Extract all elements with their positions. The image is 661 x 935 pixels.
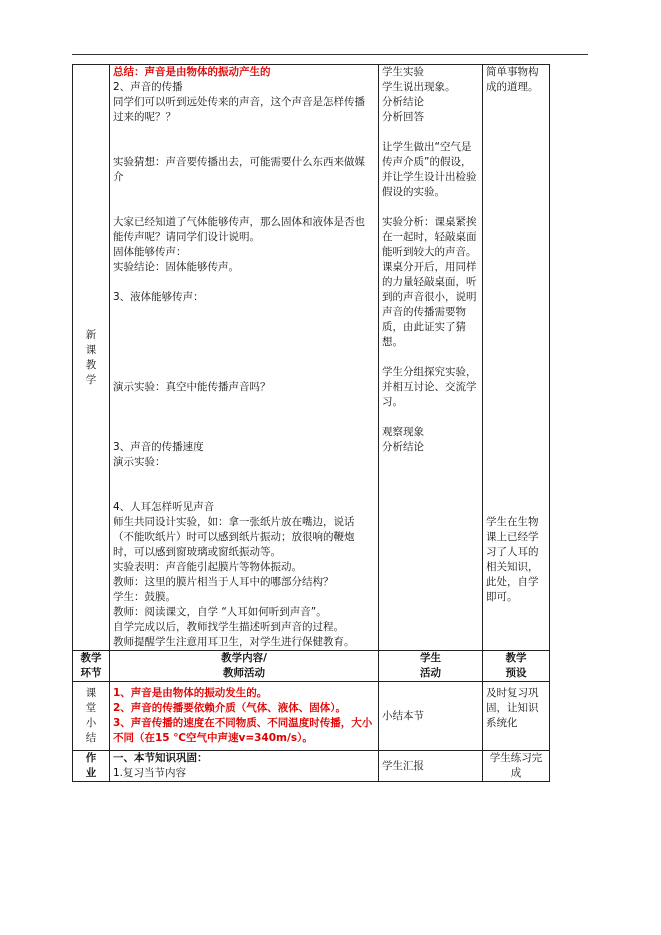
intent-content <box>486 65 546 605</box>
student-activity-line: 实验分析：课桌紧挨在一起时，轻敲桌面能听到较大的声音。课桌分开后，用同样的力量轻敲桌面，听到的声音很小，说明声音的传播需要物质，由此证实了猜想。 <box>382 216 477 348</box>
teacher-activity-spacer <box>113 185 375 215</box>
teacher-activity-line: 实验猜想：声音要传播出去，可能需要什么东西来做媒介 <box>113 156 365 183</box>
teacher-activity-line: 固体能够传声： <box>113 246 187 258</box>
summary-student-cell <box>379 682 483 751</box>
intent-line: 学生在生物课上已经学习了人耳的相关知识，此处，自学即可。 <box>486 516 539 603</box>
teacher-activity-line: 3、液体能够传声： <box>113 291 204 303</box>
homework-heading: 一、本节知识巩固： <box>113 752 208 764</box>
summary-point-3: 3、声音传播的速度在不同物质、不同温度时传播，大小不同（在15 ℃空气中声速v=340m/s）。 <box>113 717 373 744</box>
homework-content-cell <box>110 751 379 782</box>
student-activity-spacer <box>382 350 479 365</box>
stage-label-summary: 课 堂 小 结 <box>85 687 97 744</box>
teacher-activity-line: 实验结论：固体能够传声。 <box>113 261 239 273</box>
intent-spacer <box>486 320 546 395</box>
header-content <box>110 651 379 682</box>
student-activity-line: 学生分组探究实验，并相互讨论、交流学习。 <box>382 366 477 408</box>
summary-intent: 及时复习巩固，让知识系统化 <box>486 687 539 729</box>
student-activity-spacer <box>382 125 479 140</box>
summary-content-cell <box>110 682 379 751</box>
header-intent-line1: 教学 <box>505 652 527 664</box>
teacher-activity-content <box>113 65 375 650</box>
homework-intent: 学生练习完成 <box>489 752 543 779</box>
teacher-activity-line: 总结：声音是由物体的振动产生的 <box>113 66 271 78</box>
summary-point-1: 1、声音是由物体的振动发生的。 <box>113 687 268 699</box>
homework-intent-cell <box>483 751 550 782</box>
student-activity-line: 分析结论 <box>382 96 424 108</box>
stage-cell-homework <box>73 751 110 782</box>
intent-spacer <box>486 170 546 245</box>
intent-spacer <box>486 395 546 470</box>
teacher-activity-spacer <box>113 275 375 290</box>
homework-student: 学生汇报 <box>382 759 424 772</box>
homework-student-cell <box>379 751 483 782</box>
summary-student: 小结本节 <box>382 709 424 722</box>
header-student <box>379 651 483 682</box>
row-summary <box>73 682 550 751</box>
teacher-activity-line: 3、声音的传播速度 <box>113 441 204 453</box>
header-student-line1: 学生 <box>420 652 441 664</box>
header-stage: 教学环节 <box>73 651 110 682</box>
teacher-activity-line: 教师提醒学生注意用耳卫生，对学生进行保健教育。 <box>113 636 355 648</box>
student-activity-spacer <box>382 200 479 215</box>
teacher-activity-cell <box>110 65 379 651</box>
student-activity-line: 学生实验 <box>382 66 424 78</box>
summary-intent-cell <box>483 682 550 751</box>
teacher-activity-spacer <box>113 305 375 380</box>
summary-point-2: 2、声音的传播要依赖介质（气体、液体、固体）。 <box>113 702 347 714</box>
teacher-activity-line: 演示实验：真空中能传播声音吗？ <box>113 381 271 393</box>
teacher-activity-line: 大家已经知道了气体能够传声，那么固体和液体是否也能传声呢？请同学们设计说明。 <box>113 216 365 243</box>
student-activity-line: 分析回答 <box>382 111 424 123</box>
stage-label-new-lesson: 新 课 教 学 <box>85 328 97 386</box>
student-activity-line: 让学生做出“空气是传声介质”的假设，并让学生设计出检验假设的实验。 <box>382 141 477 198</box>
student-activity-line: 学生说出现象。 <box>382 81 456 93</box>
row-new-lesson <box>73 65 550 651</box>
stage-cell-new-lesson <box>73 65 110 651</box>
row-header <box>73 651 550 682</box>
teacher-activity-spacer <box>113 470 375 500</box>
teacher-activity-line: 师生共同设计实验，如：拿一张纸片放在嘴边，说话（不能吹纸片）时可以感到纸片振动；放很响的鞭炮时，可以感到窗玻璃或窗纸振动等。 <box>113 516 355 558</box>
row-homework <box>73 751 550 782</box>
stage-cell-summary <box>73 682 110 751</box>
intent-line: 简单事物构成的道理。 <box>486 66 539 93</box>
stage-label-homework: 作 业 <box>85 752 97 779</box>
teacher-activity-line: 教师：这里的膜片相当于人耳中的哪部分结构？ <box>113 576 334 588</box>
student-activity-line: 分析结论 <box>382 441 424 453</box>
teacher-activity-line: 自学完成以后，教师找学生描述听到声音的过程。 <box>113 621 344 633</box>
header-intent-line2: 预设 <box>505 667 527 679</box>
homework-item: 1.复习当节内容 <box>113 767 187 779</box>
teacher-activity-line: 4、人耳怎样听见声音 <box>113 501 215 513</box>
teacher-activity-line: 演示实验： <box>113 456 166 468</box>
lesson-plan-table <box>72 64 550 782</box>
student-activity-content <box>382 65 479 455</box>
teacher-activity-spacer <box>113 395 375 440</box>
intent-spacer <box>486 470 546 515</box>
student-activity-cell <box>379 65 483 651</box>
teacher-activity-spacer <box>113 125 375 155</box>
intent-cell <box>483 65 550 651</box>
header-student-line2: 活动 <box>420 667 441 679</box>
teacher-activity-line: 同学们可以听到远处传来的声音，这个声音是怎样传播过来的呢？？ <box>113 96 365 123</box>
teacher-activity-line: 学生：鼓膜。 <box>113 591 176 603</box>
teacher-activity-line: 实验表明：声音能引起膜片等物体振动。 <box>113 561 302 573</box>
header-rule <box>72 54 588 55</box>
intent-spacer <box>486 95 546 170</box>
header-intent <box>483 651 550 682</box>
header-content-line1: 教学内容/ <box>221 652 267 664</box>
teacher-activity-line: 2、声音的传播 <box>113 81 183 93</box>
teacher-activity-line: 教师：阅读课文，自学 “人耳如何听到声音”。 <box>113 606 327 618</box>
student-activity-spacer <box>382 410 479 425</box>
student-activity-line: 观察现象 <box>382 426 424 438</box>
intent-spacer <box>486 245 546 320</box>
header-content-line2: 教师活动 <box>223 667 265 679</box>
